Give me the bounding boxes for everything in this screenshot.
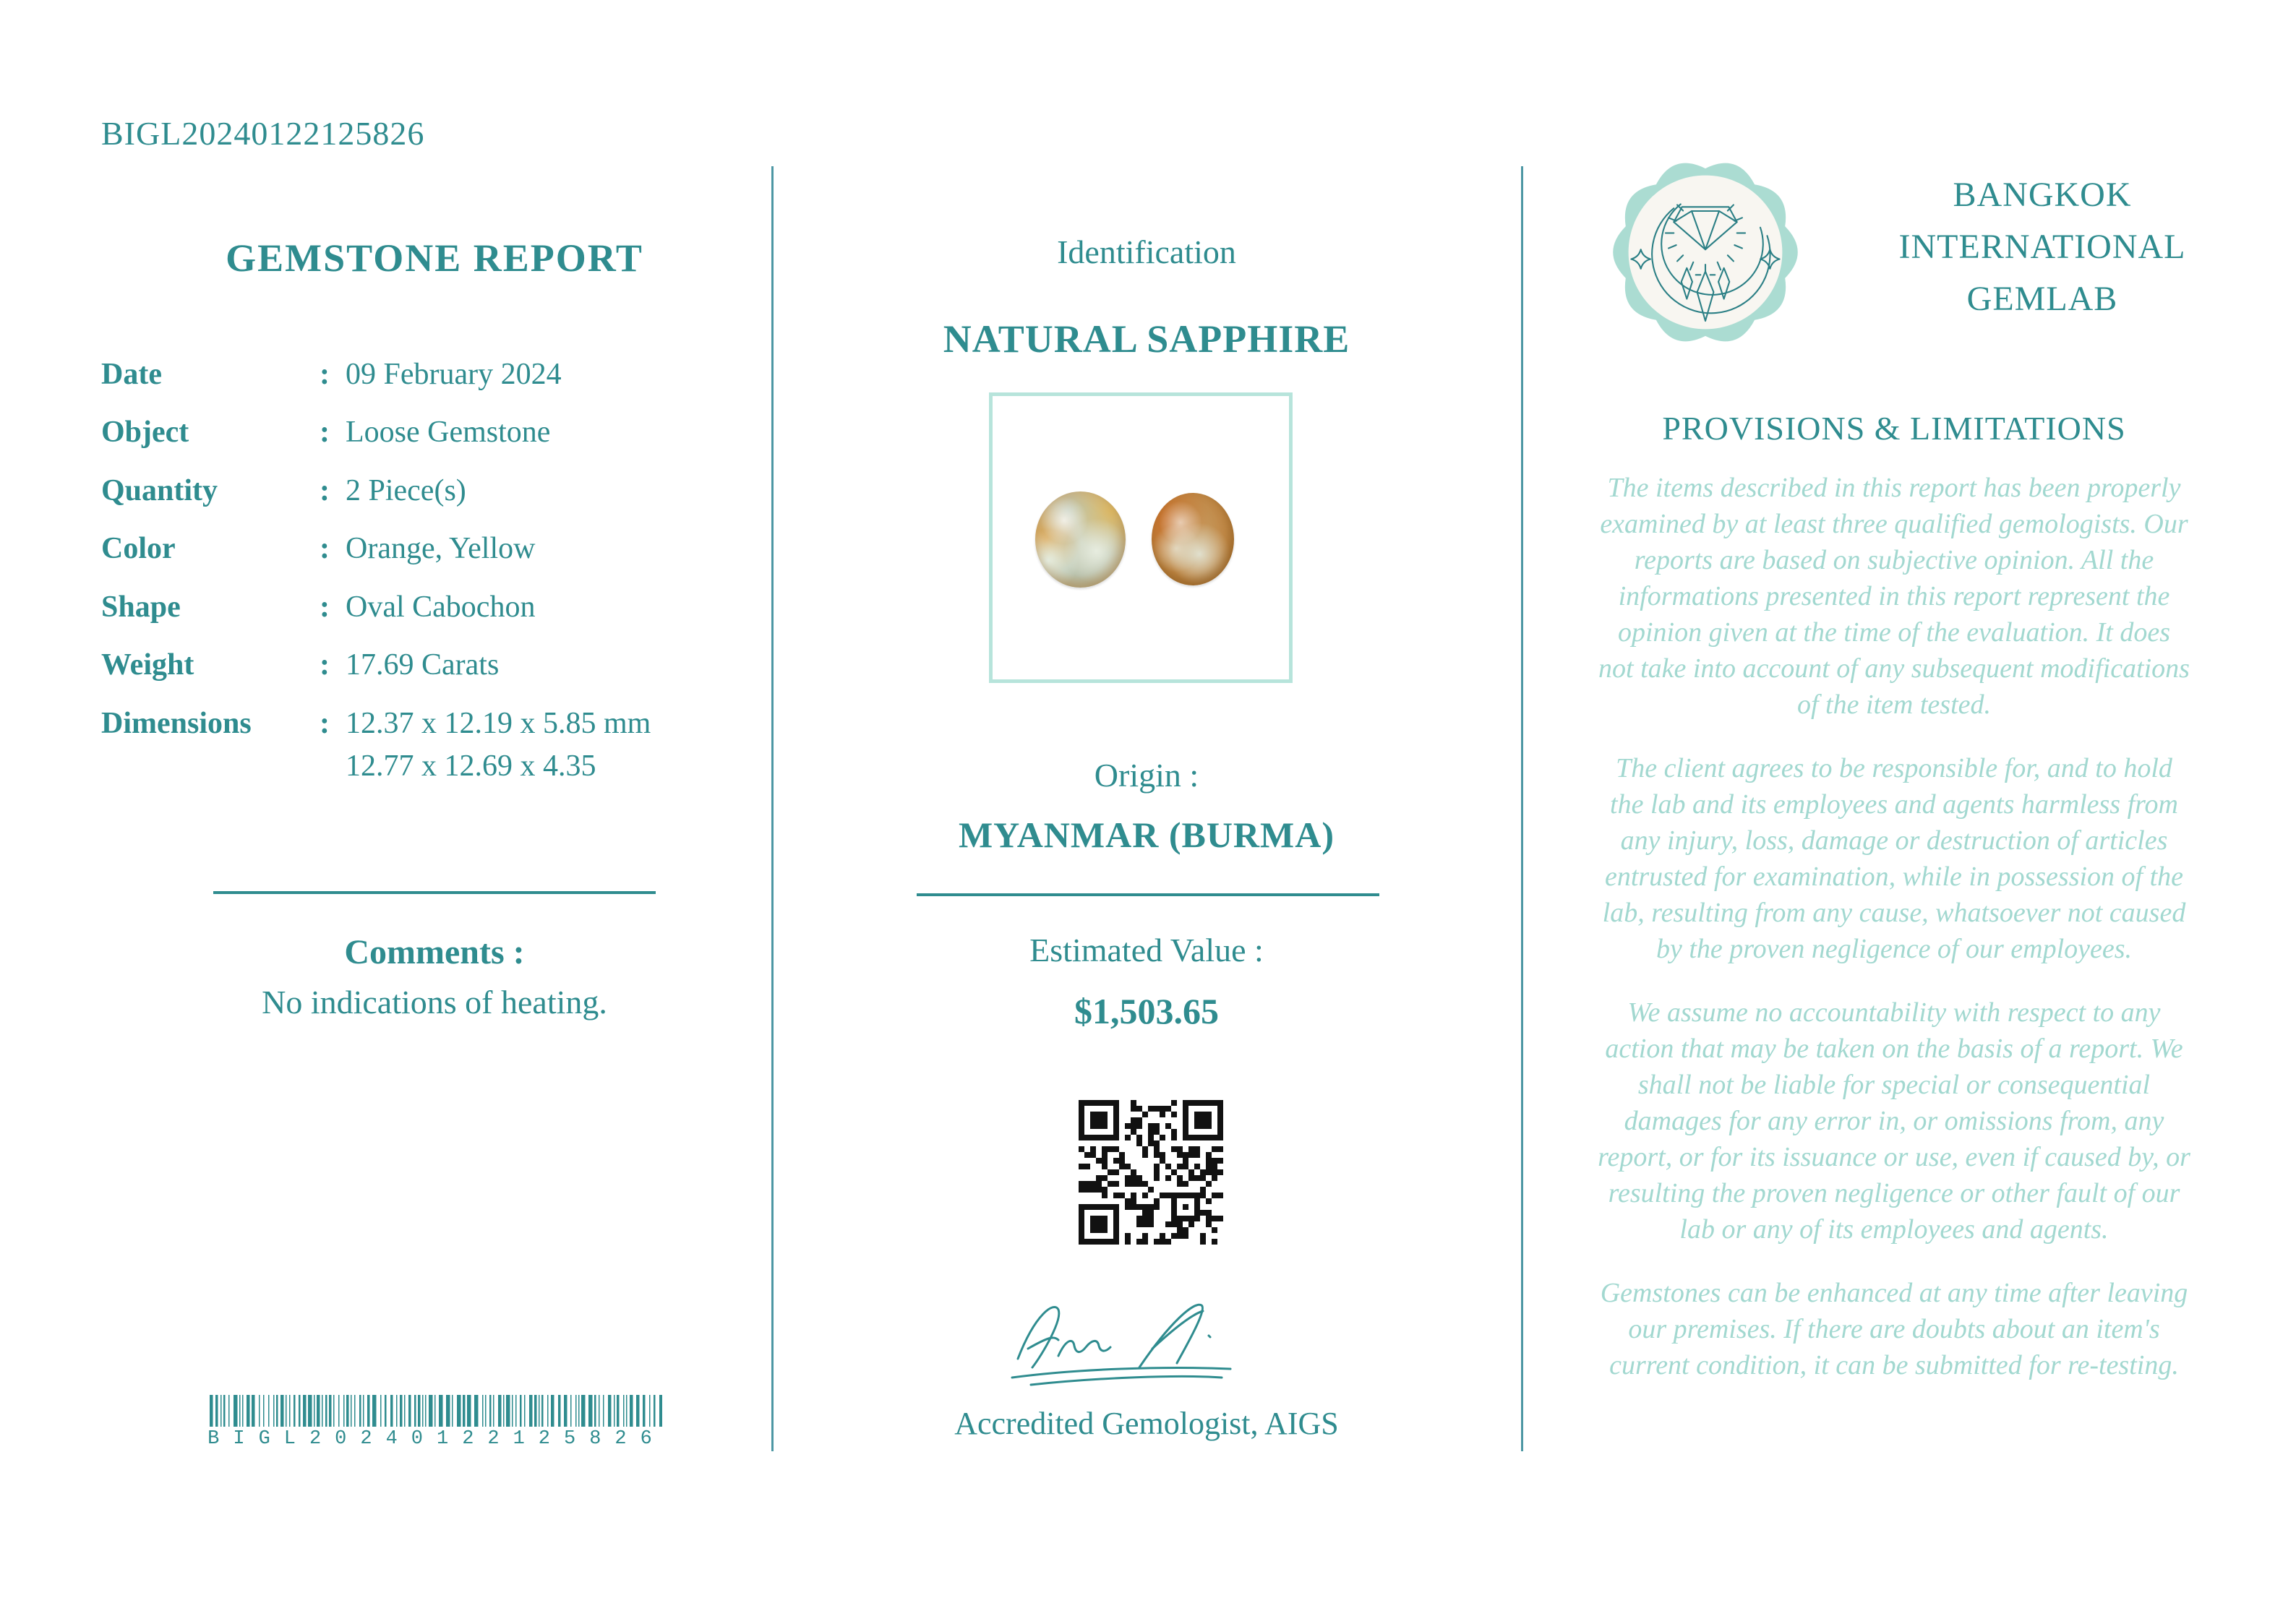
signature bbox=[998, 1292, 1243, 1397]
dimensions-line2: 12.77 x 12.69 x 4.35 bbox=[346, 749, 596, 783]
field-value: Loose Gemstone bbox=[346, 416, 551, 449]
barcode bbox=[210, 1395, 664, 1427]
field-value: Oval Cabochon bbox=[346, 590, 536, 624]
field-row-color bbox=[101, 528, 774, 569]
field-value: 17.69 Carats bbox=[346, 648, 500, 682]
provisions-paragraphs bbox=[1598, 470, 2190, 1411]
gem-photo-right bbox=[1152, 493, 1234, 585]
field-label: Date bbox=[101, 358, 162, 391]
field-label: Weight bbox=[101, 648, 194, 682]
field-colon: : bbox=[320, 648, 330, 682]
field-value: 12.37 x 12.19 x 5.85 mm bbox=[346, 707, 651, 740]
provision-paragraph: We assume no accountability with respect to any action that may be taken on the basis of a report. We shall not be liable for special or consequential damages for any error in, or omissions from, any report, or for its issuance or use, even if caused by, or resulting the proven negligence or other fault of our lab or any of its employees and agents. bbox=[1598, 997, 2190, 1245]
comments-text: No indications of heating. bbox=[262, 984, 607, 1021]
provision-paragraph: The items described in this report has been properly examined by at least three qualified gemologists. Our reports are based on subjective opinion. All the informations presented in this report represent the opinion given at the time of the evaluation. It does not take into account of any subsequent modifications of the item tested. bbox=[1598, 473, 2190, 720]
field-row-dimensions bbox=[101, 703, 774, 744]
provision-paragraph: Gemstones can be enhanced at any time after leaving our premises. If there are doubts about an item's current condition, it can be submitted for re-testing. bbox=[1600, 1278, 2188, 1380]
field-row-weight bbox=[101, 645, 774, 685]
lab-name-line: GEMLAB bbox=[1966, 280, 2118, 318]
barcode-text: BIGL20240122125826 bbox=[207, 1428, 666, 1450]
field-label: Shape bbox=[101, 590, 181, 624]
estimated-value: $1,503.65 bbox=[1074, 991, 1219, 1031]
field-colon: : bbox=[320, 358, 330, 391]
field-row-shape bbox=[101, 587, 774, 627]
estimated-value-label: Estimated Value : bbox=[1029, 932, 1264, 968]
field-value: Orange, Yellow bbox=[346, 532, 536, 565]
field-label: Dimensions bbox=[101, 707, 252, 740]
signatory-title: Accredited Gemologist, AIGS bbox=[954, 1406, 1339, 1441]
field-colon: : bbox=[320, 707, 330, 740]
field-row-object bbox=[101, 412, 774, 452]
field-label: Object bbox=[101, 416, 189, 449]
provisions-title: PROVISIONS & LIMITATIONS bbox=[1662, 410, 2126, 447]
field-value: 2 Piece(s) bbox=[346, 474, 466, 507]
field-label: Quantity bbox=[101, 474, 218, 507]
field-value: 09 February 2024 bbox=[346, 358, 562, 391]
lab-name-line: BANGKOK bbox=[1953, 176, 2132, 214]
field-row-date bbox=[101, 354, 774, 395]
provision-paragraph: The client agrees to be responsible for, and to hold the lab and its employees and agents harmless from any injury, loss, damage or destruction of articles entrusted for examination, while in possession of the lab, resulting from any cause, whatsoever not caused by the proven negligence of our employees. bbox=[1602, 753, 2186, 964]
gem-photo-left bbox=[1035, 491, 1126, 588]
field-colon: : bbox=[320, 590, 330, 624]
comments-divider bbox=[213, 891, 656, 894]
gem-photo-frame bbox=[989, 392, 1293, 683]
lab-logo bbox=[1609, 156, 1802, 348]
report-number: BIGL20240122125826 bbox=[101, 115, 425, 152]
stone-name: NATURAL SAPPHIRE bbox=[943, 317, 1350, 361]
column-divider bbox=[1521, 166, 1523, 1451]
value-divider bbox=[917, 893, 1379, 896]
field-colon: : bbox=[320, 416, 330, 449]
field-colon: : bbox=[320, 474, 330, 507]
identification-label: Identification bbox=[1057, 233, 1236, 270]
origin-label: Origin : bbox=[1094, 757, 1199, 794]
lab-name bbox=[1829, 169, 2256, 325]
report-title: GEMSTONE REPORT bbox=[226, 236, 643, 280]
field-colon: : bbox=[320, 532, 330, 565]
comments-heading: Comments : bbox=[344, 933, 525, 971]
origin-value: MYANMAR (BURMA) bbox=[958, 815, 1335, 855]
field-label: Color bbox=[101, 532, 176, 565]
lab-name-line: INTERNATIONAL bbox=[1898, 228, 2186, 266]
qr-code bbox=[1079, 1100, 1223, 1245]
field-row-quantity bbox=[101, 471, 774, 511]
